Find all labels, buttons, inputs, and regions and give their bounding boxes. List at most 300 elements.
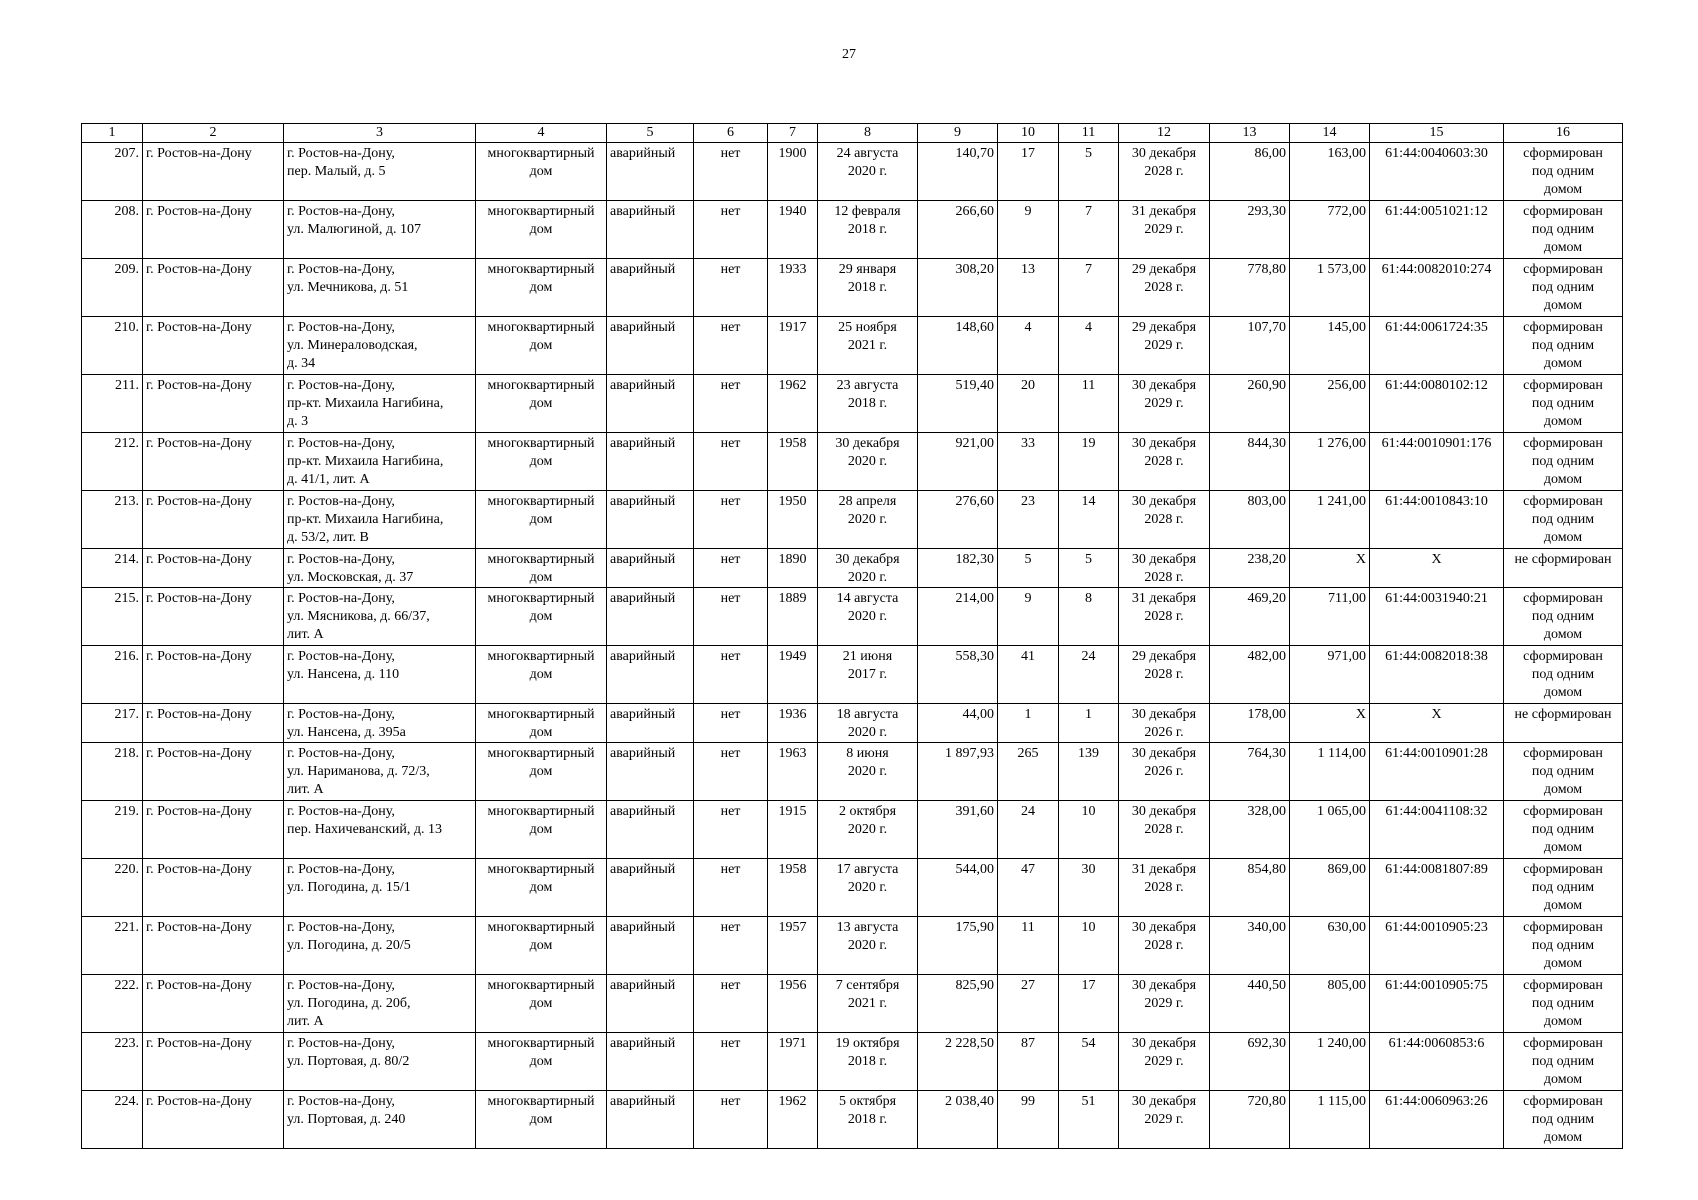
column-11-cell: 11 <box>1059 375 1119 433</box>
building-type-line: дом <box>529 764 553 779</box>
column-6-cell: нет <box>694 917 768 975</box>
land-plot-status-line: под одним <box>1531 764 1595 779</box>
recognition-date-line: 7 сентября <box>835 978 900 993</box>
recognition-date-line: 13 августа <box>836 920 899 935</box>
address-line: г. Ростов-на-Дону, <box>287 804 395 819</box>
land-plot-status-line: под одним <box>1531 338 1595 353</box>
column-header-4: 4 <box>476 124 607 143</box>
land-plot-status-line: под одним <box>1531 1054 1595 1069</box>
recognition-date-cell <box>818 375 918 433</box>
resettlement-date-cell <box>1119 859 1210 917</box>
address-line: г. Ростов-на-Дону, <box>287 1036 395 1051</box>
building-type-cell <box>476 549 607 588</box>
column-13-cell: 178,00 <box>1210 704 1290 743</box>
column-10-cell: 47 <box>998 859 1059 917</box>
land-plot-status-cell <box>1504 859 1623 917</box>
city-cell: г. Ростов-на-Дону <box>143 975 284 1033</box>
column-11-cell: 30 <box>1059 859 1119 917</box>
land-plot-status-line: домом <box>1543 240 1583 255</box>
land-plot-status-line: не сформирован <box>1514 707 1612 722</box>
land-plot-status-cell <box>1504 317 1623 375</box>
condition-cell: аварийный <box>607 975 694 1033</box>
land-plot-status-line: домом <box>1543 530 1583 545</box>
building-type-line: дом <box>529 880 553 895</box>
column-11-cell: 54 <box>1059 1033 1119 1091</box>
building-type-cell <box>476 704 607 743</box>
column-14-cell: 1 115,00 <box>1290 1091 1370 1149</box>
area-cell: 921,00 <box>918 433 998 491</box>
resettlement-date-line: 2028 г. <box>1144 454 1184 469</box>
address-cell <box>284 201 476 259</box>
row-number-cell: 221. <box>82 917 143 975</box>
cadastral-number-cell: 61:44:0051021:12 <box>1370 201 1504 259</box>
building-type-line: многоквартирный <box>487 591 595 606</box>
building-type-cell <box>476 259 607 317</box>
year-built-cell: 1917 <box>768 317 818 375</box>
column-13-cell: 238,20 <box>1210 549 1290 588</box>
land-plot-status-line: домом <box>1543 956 1583 971</box>
resettlement-date-cell <box>1119 549 1210 588</box>
building-type-line: многоквартирный <box>487 320 595 335</box>
land-plot-status-line: сформирован <box>1523 746 1603 761</box>
column-10-cell: 20 <box>998 375 1059 433</box>
year-built-cell: 1956 <box>768 975 818 1033</box>
cadastral-number-cell: 61:44:0010905:75 <box>1370 975 1504 1033</box>
column-header-5: 5 <box>607 124 694 143</box>
area-cell: 2 228,50 <box>918 1033 998 1091</box>
column-13-cell: 854,80 <box>1210 859 1290 917</box>
year-built-cell: 1971 <box>768 1033 818 1091</box>
address-cell <box>284 917 476 975</box>
column-header-2: 2 <box>143 124 284 143</box>
area-cell: 148,60 <box>918 317 998 375</box>
column-13-cell: 107,70 <box>1210 317 1290 375</box>
recognition-date-line: 2020 г. <box>847 880 888 895</box>
address-line: г. Ростов-на-Дону, <box>287 862 395 877</box>
recognition-date-cell <box>818 1091 918 1149</box>
land-plot-status-cell <box>1504 588 1623 646</box>
land-plot-status-line: домом <box>1543 898 1583 913</box>
address-line: г. Ростов-на-Дону, <box>287 552 395 567</box>
row-number-cell: 215. <box>82 588 143 646</box>
city-cell: г. Ростов-на-Дону <box>143 859 284 917</box>
address-cell <box>284 743 476 801</box>
land-plot-status-line: сформирован <box>1523 146 1603 161</box>
resettlement-date-line: 2026 г. <box>1144 764 1184 779</box>
condition-cell: аварийный <box>607 704 694 743</box>
column-header-11: 11 <box>1059 124 1119 143</box>
row-number-cell: 218. <box>82 743 143 801</box>
address-line: д. 34 <box>287 356 316 371</box>
address-line: пр-кт. Михаила Нагибина, <box>287 396 444 411</box>
city-cell: г. Ростов-на-Дону <box>143 588 284 646</box>
address-line: ул. Нариманова, д. 72/3, <box>287 764 430 779</box>
building-type-line: многоквартирный <box>487 494 595 509</box>
recognition-date-line: 23 августа <box>836 378 899 393</box>
building-type-cell <box>476 433 607 491</box>
column-10-cell: 23 <box>998 491 1059 549</box>
area-cell: 44,00 <box>918 704 998 743</box>
address-line: ул. Нансена, д. 110 <box>287 667 400 682</box>
resettlement-date-line: 2028 г. <box>1144 938 1184 953</box>
year-built-cell: 1958 <box>768 433 818 491</box>
address-line: ул. Мясникова, д. 66/37, <box>287 609 430 624</box>
building-type-line: многоквартирный <box>487 1094 595 1109</box>
column-6-cell: нет <box>694 704 768 743</box>
cadastral-number-cell: 61:44:0010843:10 <box>1370 491 1504 549</box>
resettlement-date-line: 30 декабря <box>1131 146 1197 161</box>
resettlement-date-cell <box>1119 491 1210 549</box>
recognition-date-cell <box>818 1033 918 1091</box>
building-type-line: дом <box>529 1112 553 1127</box>
resettlement-date-line: 2029 г. <box>1144 396 1184 411</box>
address-line: г. Ростов-на-Дону, <box>287 320 395 335</box>
area-cell: 182,30 <box>918 549 998 588</box>
column-number-header-row <box>82 124 1623 143</box>
cadastral-number-cell: 61:44:0081807:89 <box>1370 859 1504 917</box>
row-number-cell: 216. <box>82 646 143 704</box>
building-type-cell <box>476 917 607 975</box>
building-type-line: многоквартирный <box>487 378 595 393</box>
land-plot-status-cell <box>1504 259 1623 317</box>
land-plot-status-line: домом <box>1543 182 1583 197</box>
resettlement-date-line: 31 декабря <box>1131 862 1197 877</box>
resettlement-date-cell <box>1119 1091 1210 1149</box>
recognition-date-cell <box>818 801 918 859</box>
row-number-cell: 208. <box>82 201 143 259</box>
recognition-date-line: 2 октября <box>838 804 897 819</box>
recognition-date-line: 2020 г. <box>847 938 888 953</box>
recognition-date-cell <box>818 259 918 317</box>
table-row <box>82 491 1623 549</box>
address-line: ул. Портовая, д. 240 <box>287 1112 406 1127</box>
recognition-date-line: 18 августа <box>836 707 899 722</box>
column-10-cell: 87 <box>998 1033 1059 1091</box>
column-6-cell: нет <box>694 646 768 704</box>
land-plot-status-cell <box>1504 801 1623 859</box>
land-plot-status-cell <box>1504 743 1623 801</box>
column-14-cell: 1 573,00 <box>1290 259 1370 317</box>
building-type-line: дом <box>529 609 553 624</box>
land-plot-status-line: домом <box>1543 840 1583 855</box>
address-line: ул. Погодина, д. 15/1 <box>287 880 411 895</box>
table-body <box>82 143 1623 1149</box>
land-plot-status-cell <box>1504 646 1623 704</box>
resettlement-date-cell <box>1119 1033 1210 1091</box>
area-cell: 2 038,40 <box>918 1091 998 1149</box>
land-plot-status-cell <box>1504 143 1623 201</box>
resettlement-date-line: 2028 г. <box>1144 880 1184 895</box>
column-13-cell: 692,30 <box>1210 1033 1290 1091</box>
address-cell <box>284 588 476 646</box>
row-number-cell: 209. <box>82 259 143 317</box>
recognition-date-line: 2020 г. <box>847 164 888 179</box>
resettlement-date-cell <box>1119 375 1210 433</box>
land-plot-status-line: домом <box>1543 1130 1583 1145</box>
building-type-cell <box>476 801 607 859</box>
recognition-date-line: 29 января <box>838 262 897 277</box>
page-number: 27 <box>842 47 856 62</box>
column-11-cell: 24 <box>1059 646 1119 704</box>
condition-cell: аварийный <box>607 259 694 317</box>
resettlement-date-line: 2028 г. <box>1144 164 1184 179</box>
column-13-cell: 720,80 <box>1210 1091 1290 1149</box>
table-row <box>82 1033 1623 1091</box>
column-10-cell: 33 <box>998 433 1059 491</box>
cadastral-number-cell: 61:44:0082018:38 <box>1370 646 1504 704</box>
resettlement-date-line: 30 декабря <box>1131 378 1197 393</box>
address-line: г. Ростов-на-Дону, <box>287 146 395 161</box>
land-plot-status-line: сформирован <box>1523 978 1603 993</box>
land-plot-status-line: домом <box>1543 472 1583 487</box>
land-plot-status-line: под одним <box>1531 396 1595 411</box>
resettlement-date-cell <box>1119 917 1210 975</box>
building-type-line: многоквартирный <box>487 436 595 451</box>
column-11-cell: 51 <box>1059 1091 1119 1149</box>
area-cell: 308,20 <box>918 259 998 317</box>
column-10-cell: 17 <box>998 143 1059 201</box>
address-line: г. Ростов-на-Дону, <box>287 436 395 451</box>
recognition-date-line: 2018 г. <box>847 396 888 411</box>
table-row <box>82 375 1623 433</box>
column-6-cell: нет <box>694 588 768 646</box>
land-plot-status-line: домом <box>1543 356 1583 371</box>
address-line: пр-кт. Михаила Нагибина, <box>287 454 444 469</box>
building-type-cell <box>476 143 607 201</box>
cadastral-number-cell: 61:44:0010905:23 <box>1370 917 1504 975</box>
resettlement-date-line: 30 декабря <box>1131 494 1197 509</box>
recognition-date-line: 2018 г. <box>847 222 888 237</box>
recognition-date-cell <box>818 588 918 646</box>
area-cell: 175,90 <box>918 917 998 975</box>
recognition-date-line: 14 августа <box>836 591 899 606</box>
building-type-line: дом <box>529 570 553 585</box>
cadastral-number-cell: 61:44:0060853:6 <box>1370 1033 1504 1091</box>
row-number-cell: 222. <box>82 975 143 1033</box>
land-plot-status-cell <box>1504 975 1623 1033</box>
resettlement-date-line: 30 декабря <box>1131 804 1197 819</box>
area-cell: 558,30 <box>918 646 998 704</box>
column-13-cell: 482,00 <box>1210 646 1290 704</box>
table-row <box>82 704 1623 743</box>
recognition-date-line: 8 июня <box>846 746 889 761</box>
column-11-cell: 14 <box>1059 491 1119 549</box>
building-type-line: многоквартирный <box>487 746 595 761</box>
address-line: г. Ростов-на-Дону, <box>287 1094 395 1109</box>
recognition-date-cell <box>818 859 918 917</box>
resettlement-date-line: 31 декабря <box>1131 591 1197 606</box>
resettlement-date-line: 2028 г. <box>1144 570 1184 585</box>
resettlement-date-line: 2029 г. <box>1144 996 1184 1011</box>
year-built-cell: 1963 <box>768 743 818 801</box>
column-10-cell: 9 <box>998 201 1059 259</box>
table-row <box>82 975 1623 1033</box>
city-cell: г. Ростов-на-Дону <box>143 704 284 743</box>
table-row <box>82 743 1623 801</box>
column-14-cell: 145,00 <box>1290 317 1370 375</box>
year-built-cell: 1936 <box>768 704 818 743</box>
cadastral-number-cell: 61:44:0080102:12 <box>1370 375 1504 433</box>
recognition-date-cell <box>818 317 918 375</box>
recognition-date-line: 2018 г. <box>847 1112 888 1127</box>
column-6-cell: нет <box>694 143 768 201</box>
address-cell <box>284 317 476 375</box>
city-cell: г. Ростов-на-Дону <box>143 433 284 491</box>
land-plot-status-cell <box>1504 1033 1623 1091</box>
address-cell <box>284 975 476 1033</box>
land-plot-status-cell <box>1504 1091 1623 1149</box>
resettlement-date-line: 2029 г. <box>1144 1112 1184 1127</box>
column-6-cell: нет <box>694 975 768 1033</box>
area-cell: 1 897,93 <box>918 743 998 801</box>
column-13-cell: 340,00 <box>1210 917 1290 975</box>
condition-cell: аварийный <box>607 433 694 491</box>
resettlement-date-line: 30 декабря <box>1131 436 1197 451</box>
recognition-date-cell <box>818 491 918 549</box>
building-type-line: дом <box>529 938 553 953</box>
address-line: г. Ростов-на-Дону, <box>287 591 395 606</box>
recognition-date-line: 12 февраля <box>834 204 901 219</box>
year-built-cell: 1940 <box>768 201 818 259</box>
year-built-cell: 1962 <box>768 375 818 433</box>
building-type-cell <box>476 859 607 917</box>
address-cell <box>284 1091 476 1149</box>
column-13-cell: 440,50 <box>1210 975 1290 1033</box>
resettlement-date-line: 2028 г. <box>1144 609 1184 624</box>
condition-cell: аварийный <box>607 549 694 588</box>
column-14-cell: 711,00 <box>1290 588 1370 646</box>
table-row <box>82 549 1623 588</box>
building-type-line: многоквартирный <box>487 262 595 277</box>
column-10-cell: 9 <box>998 588 1059 646</box>
row-number-cell: 211. <box>82 375 143 433</box>
resettlement-date-cell <box>1119 588 1210 646</box>
resettlement-date-line: 29 декабря <box>1131 320 1197 335</box>
land-plot-status-line: под одним <box>1531 822 1595 837</box>
column-6-cell: нет <box>694 1091 768 1149</box>
column-14-cell: 1 276,00 <box>1290 433 1370 491</box>
address-line: д. 3 <box>287 414 309 429</box>
address-line: г. Ростов-на-Дону, <box>287 494 395 509</box>
recognition-date-line: 2020 г. <box>847 609 888 624</box>
recognition-date-cell <box>818 743 918 801</box>
column-header-10: 10 <box>998 124 1059 143</box>
recognition-date-line: 17 августа <box>836 862 899 877</box>
land-plot-status-line: домом <box>1543 1014 1583 1029</box>
building-type-cell <box>476 975 607 1033</box>
column-13-cell: 86,00 <box>1210 143 1290 201</box>
land-plot-status-line: домом <box>1543 1072 1583 1087</box>
table-row <box>82 143 1623 201</box>
column-13-cell: 293,30 <box>1210 201 1290 259</box>
building-type-line: многоквартирный <box>487 804 595 819</box>
city-cell: г. Ростов-на-Дону <box>143 743 284 801</box>
resettlement-date-cell <box>1119 201 1210 259</box>
column-14-cell: 256,00 <box>1290 375 1370 433</box>
area-cell: 391,60 <box>918 801 998 859</box>
address-line: пр-кт. Михаила Нагибина, <box>287 512 444 527</box>
building-type-cell <box>476 317 607 375</box>
land-plot-status-line: сформирован <box>1523 1094 1603 1109</box>
address-line: г. Ростов-на-Дону, <box>287 920 395 935</box>
column-6-cell: нет <box>694 801 768 859</box>
column-header-16: 16 <box>1504 124 1623 143</box>
year-built-cell: 1890 <box>768 549 818 588</box>
column-6-cell: нет <box>694 201 768 259</box>
city-cell: г. Ростов-на-Дону <box>143 317 284 375</box>
column-14-cell: Х <box>1290 549 1370 588</box>
column-11-cell: 5 <box>1059 549 1119 588</box>
column-6-cell: нет <box>694 375 768 433</box>
land-plot-status-cell <box>1504 433 1623 491</box>
resettlement-date-cell <box>1119 646 1210 704</box>
recognition-date-line: 5 октября <box>838 1094 897 1109</box>
address-line: г. Ростов-на-Дону, <box>287 746 395 761</box>
column-11-cell: 10 <box>1059 917 1119 975</box>
building-type-line: дом <box>529 1054 553 1069</box>
land-plot-status-line: не сформирован <box>1514 552 1612 567</box>
column-11-cell: 17 <box>1059 975 1119 1033</box>
column-header-8: 8 <box>818 124 918 143</box>
column-11-cell: 7 <box>1059 201 1119 259</box>
city-cell: г. Ростов-на-Дону <box>143 375 284 433</box>
resettlement-date-cell <box>1119 704 1210 743</box>
address-line: ул. Портовая, д. 80/2 <box>287 1054 410 1069</box>
column-11-cell: 10 <box>1059 801 1119 859</box>
address-line: ул. Нансена, д. 395а <box>287 725 406 740</box>
address-line: д. 53/2, лит. В <box>287 530 369 545</box>
address-line: г. Ростов-на-Дону, <box>287 649 395 664</box>
cadastral-number-cell: 61:44:0041108:32 <box>1370 801 1504 859</box>
recognition-date-line: 19 октября <box>835 1036 900 1051</box>
table-row <box>82 1091 1623 1149</box>
land-plot-status-line: под одним <box>1531 454 1595 469</box>
address-line: ул. Мечникова, д. 51 <box>287 280 409 295</box>
land-plot-status-line: сформирован <box>1523 262 1603 277</box>
address-cell <box>284 801 476 859</box>
area-cell: 266,60 <box>918 201 998 259</box>
recognition-date-line: 30 декабря <box>835 552 900 567</box>
column-6-cell: нет <box>694 859 768 917</box>
building-type-line: многоквартирный <box>487 862 595 877</box>
column-11-cell: 7 <box>1059 259 1119 317</box>
land-plot-status-line: домом <box>1543 782 1583 797</box>
address-cell <box>284 491 476 549</box>
column-10-cell: 1 <box>998 704 1059 743</box>
table-row <box>82 201 1623 259</box>
resettlement-date-line: 2029 г. <box>1144 222 1184 237</box>
resettlement-date-line: 31 декабря <box>1131 204 1197 219</box>
land-plot-status-cell <box>1504 491 1623 549</box>
condition-cell: аварийный <box>607 201 694 259</box>
address-cell <box>284 375 476 433</box>
cadastral-number-cell: 61:44:0082010:274 <box>1370 259 1504 317</box>
condition-cell: аварийный <box>607 588 694 646</box>
resettlement-date-line: 30 декабря <box>1131 920 1197 935</box>
city-cell: г. Ростов-на-Дону <box>143 549 284 588</box>
cadastral-number-cell: 61:44:0031940:21 <box>1370 588 1504 646</box>
resettlement-date-line: 2029 г. <box>1144 1054 1184 1069</box>
city-cell: г. Ростов-на-Дону <box>143 917 284 975</box>
column-6-cell: нет <box>694 259 768 317</box>
address-line: пер. Нахичеванский, д. 13 <box>287 822 443 837</box>
area-cell: 140,70 <box>918 143 998 201</box>
building-type-line: дом <box>529 667 553 682</box>
land-plot-status-cell <box>1504 917 1623 975</box>
area-cell: 519,40 <box>918 375 998 433</box>
column-header-14: 14 <box>1290 124 1370 143</box>
column-13-cell: 764,30 <box>1210 743 1290 801</box>
